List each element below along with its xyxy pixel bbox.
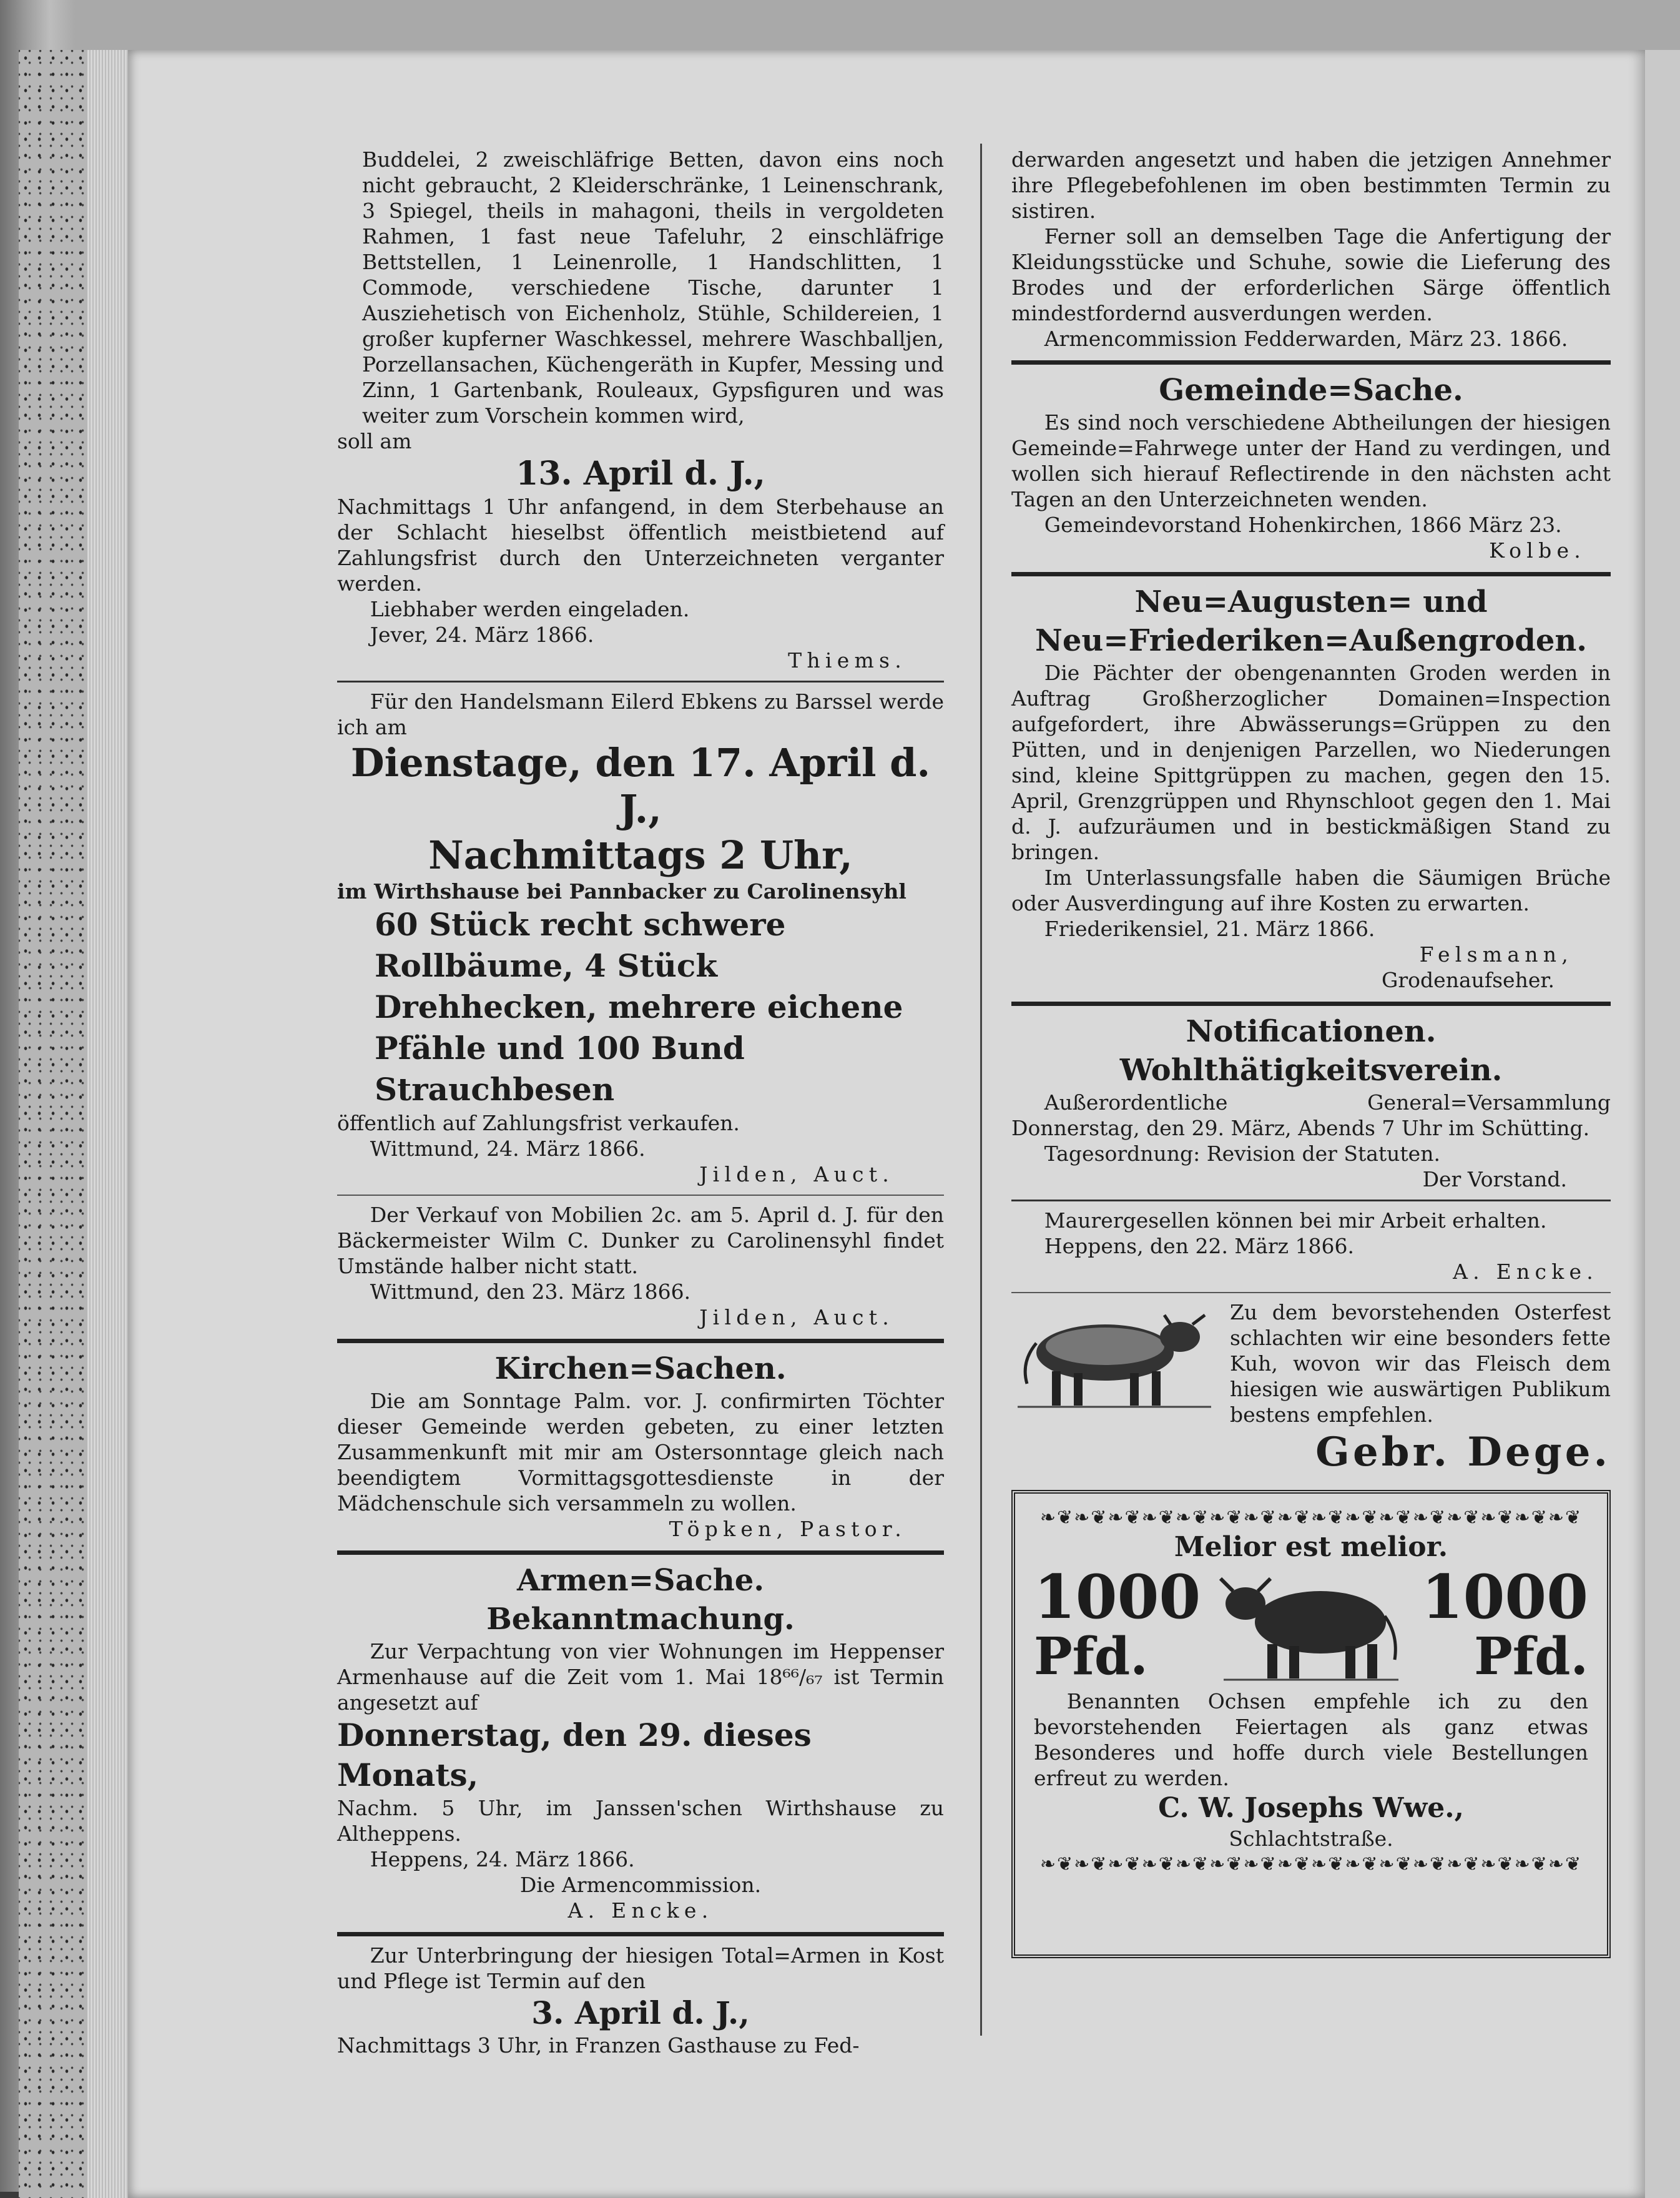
ornament-border-icon: ❧❦❧❦❧❦❧❦❧❦❧❦❧❦❧❦❧❦❧❦❧❦❧❦❧❦❧❦❧❦❧❦ <box>1039 1853 1583 1875</box>
armen-place-date: Heppens, 24. März 1866. <box>370 1847 635 1871</box>
armen-commission: Die Armencommission. <box>519 1873 762 1897</box>
ox-unit-left: Pfd. <box>1034 1627 1148 1687</box>
groden-signature: Felsmann, <box>1419 942 1573 967</box>
auction-invite: Liebhaber werden eingeladen. <box>370 597 690 621</box>
auction-date: 13. April d. J., <box>516 455 765 493</box>
ox-ad-signature: C. W. Josephs Wwe., <box>1158 1792 1464 1824</box>
maurer-notice: Maurergesellen können bei mir Arbeit erhalten. <box>1044 1208 1547 1233</box>
ox-ad-banner <box>1034 1562 1588 1687</box>
ox-ad-motto: Melior est melior. <box>1174 1531 1448 1563</box>
section-heading-gemeinde: Gemeinde=Sache. <box>1159 373 1463 408</box>
cow-illustration-icon <box>1011 1299 1217 1412</box>
sale-date: Dienstage, den 17. April d. J., <box>350 740 931 832</box>
cancel-place-date: Wittmund, den 23. März 1866. <box>370 1279 691 1304</box>
auction-intro: soll am <box>337 429 412 453</box>
ox-advertisement <box>1011 1490 1611 1958</box>
armen-notice: Zur Verpachtung von vier Wohnungen im Heppenser Armenhause auf die Zeit vom 1. Mai 18⁶⁶/₆₇ ist Termin angesetzt auf <box>337 1639 944 1715</box>
section-heading-kirchen: Kirchen=Sachen. <box>494 1351 787 1386</box>
kirchen-signature: Töpken, Pastor. <box>669 1517 906 1541</box>
verein-signature: Der Vorstand. <box>1422 1167 1567 1191</box>
sale-location: im Wirthshause bei Pannbacker zu Carolinensyhl <box>337 879 906 904</box>
cow-ad-text: Zu dem bevorstehenden Osterfest schlachten wir eine besonders fette Kuh, wovon wir das Fleisch dem hiesigen wie auswärtigen Publikum bestens empfehlen. <box>1230 1300 1611 1427</box>
section-divider <box>1011 1002 1611 1006</box>
groden-warning: Im Unterlassungsfalle haben die Säumigen Brüche oder Ausverdingung auf ihre Kosten zu erwarten. <box>1011 865 1611 915</box>
section-heading-armen: Armen=Sache. <box>516 1563 765 1598</box>
gemeinde-signature: Kolbe. <box>1489 538 1586 563</box>
armen-location: Nachm. 5 Uhr, im Janssen'schen Wirthshause zu Altheppens. <box>337 1796 944 1846</box>
auction-signature: Thiems. <box>788 648 906 673</box>
sale-signature: Jilden, Auct. <box>699 1162 894 1186</box>
divider <box>337 681 944 683</box>
section-divider <box>337 1550 944 1555</box>
section-divider <box>337 1339 944 1343</box>
ox-illustration-icon <box>1217 1566 1405 1685</box>
pflege-notice: Zur Unterbringung der hiesigen Total=Armen in Kost und Pflege ist Termin auf den <box>337 1943 944 1993</box>
subheading-wohltaetigkeit: Wohlthätigkeitsverein. <box>1119 1053 1503 1088</box>
pflege-continued: derwarden angesetzt und haben die jetzigen Annehmer ihre Pflegebefohlenen im oben bestimmten Termin zu sistiren. <box>1011 147 1611 223</box>
cancel-signature: Jilden, Auct. <box>699 1305 894 1329</box>
armen-signature: A. Encke. <box>567 1898 714 1923</box>
gemeinde-signature-place: Gemeindevorstand Hohenkirchen, 1866 März 23. <box>1044 513 1562 537</box>
auction-details: Nachmittags 1 Uhr anfangend, in dem Sterbehause an der Schlacht hieselbst öffentlich meistbietend auf Zahlungsfrist durch den Unterzeichneten verganter werden. <box>337 495 944 596</box>
ox-ad-text: Benannten Ochsen empfehle ich zu den bevorstehenden Feiertagen als ganz etwas Besonderes und hoffe durch viele Bestellungen erfreut zu werden. <box>1034 1689 1588 1790</box>
maurer-signature: A. Encke. <box>1453 1259 1598 1284</box>
section-divider <box>1011 360 1611 365</box>
book-edge-speckle <box>19 50 94 2198</box>
section-divider <box>337 1932 944 1936</box>
cow-ad-signature: Gebr. Dege. <box>1315 1429 1611 1476</box>
gemeinde-notice: Es sind noch verschiedene Abtheilungen der hiesigen Gemeinde=Fahrwege unter der Hand zu verdingen, und wollen sich hierauf Reflectirende in den nächsten acht Tagen an den Unterzeichneten wenden. <box>1011 410 1611 511</box>
kirchen-notice: Die am Sonntage Palm. vor. J. confirmirten Töchter dieser Gemeinde werden gebeten, zu einer letzten Zusammenkunft mit mir am Ostersonntage gleich nach beendigtem Vormittagsgottesdienste in der Mädchenschule sich versammeln zu wollen. <box>337 1389 944 1515</box>
auction-item-list: Buddelei, 2 zweischläfrige Betten, davon eins noch nicht gebraucht, 2 Kleiderschränke, 1 Leinenschrank, 3 Spiegel, theils in mahagoni, theils in vergoldeten Rahmen, 1 fast neue Tafeluhr, 2 einschläfrige Bettstellen, 1 Leinenrolle, 1 Handschlitten, 1 Commode, verschiedene Tische, darunter 1 Ausziehetisch von Eichenholz, Stühle, Schildereien, 1 großer kupferner Waschkessel, mehrere Waschballjen, Porzellansachen, Küchengeräth in Kupfer, Messing und Zinn, 1 Gartenbank, Rouleaux, Gypsfiguren und was weiter zum Vorschein kommen wird, <box>362 147 944 428</box>
pflege-date: 3. April d. J., <box>531 1994 750 2031</box>
sale-time: Nachmittags 2 Uhr, <box>428 832 853 878</box>
ox-unit-right: Pfd. <box>1474 1627 1588 1687</box>
groden-notice: Die Pächter der obengenannten Groden werden in Auftrag Großherzoglicher Domainen=Inspection aufgefordert, ihre Abwässerungs=Grüppen zu den Pütten, und in denjenigen Parzellen, wo Niederungen sind, kleine Spittgrüppen zu machen, gegen den 15. April, Grenzgrüppen und Rhynschloot gegen den 1. Mai d. J. aufzuräumen und in bestickmäßigen Stand zu bringen. <box>1011 661 1611 864</box>
facing-page-edge <box>1645 50 1680 2198</box>
pflege-signature: Armencommission Fedderwarden, März 23. 1866. <box>1044 327 1568 351</box>
section-heading-groden: Neu=Augusten= und Neu=Friederiken=Außengroden. <box>1035 584 1587 658</box>
ox-ad-address: Schlachtstraße. <box>1229 1826 1393 1851</box>
subheading-bekanntmachung: Bekanntmachung. <box>486 1602 795 1637</box>
divider <box>1011 1292 1611 1293</box>
verein-agenda: Tagesordnung: Revision der Statuten. <box>1044 1141 1440 1166</box>
groden-title: Grodenaufseher. <box>1382 968 1555 992</box>
sale-intro: Für den Handelsmann Eilerd Ebkens zu Barssel werde ich am <box>337 689 944 739</box>
maurer-place-date: Heppens, den 22. März 1866. <box>1044 1234 1355 1258</box>
right-column <box>1011 147 1611 1958</box>
divider <box>337 1195 944 1196</box>
cow-advertisement <box>1011 1299 1611 1427</box>
sale-goods: 60 Stück recht schwere Rollbäume, 4 Stück Drehhecken, mehrere eichene Pfähle und 100 Bund Strauchbesen <box>375 906 903 1108</box>
sale-place-date: Wittmund, 24. März 1866. <box>370 1136 646 1161</box>
column-divider <box>980 144 982 2036</box>
ornament-border-icon: ❧❦❧❦❧❦❧❦❧❦❧❦❧❦❧❦❧❦❧❦❧❦❧❦❧❦❧❦❧❦❧❦ <box>1039 1507 1583 1529</box>
cancel-notice: Der Verkauf von Mobilien 2c. am 5. April d. J. für den Bäckermeister Wilm C. Dunker zu Carolinensyhl findet Umstände halber nicht statt. <box>337 1203 944 1278</box>
groden-place-date: Friederikensiel, 21. März 1866. <box>1044 917 1375 941</box>
auction-place-date: Jever, 24. März 1866. <box>370 623 594 647</box>
divider <box>1011 1200 1611 1201</box>
sale-terms: öffentlich auf Zahlungsfrist verkaufen. <box>337 1111 740 1135</box>
pflege-time: Nachmittags 3 Uhr, in Franzen Gasthause zu Fed- <box>337 2033 860 2058</box>
pflege-supplies: Ferner soll an demselben Tage die Anfertigung der Kleidungsstücke und Schuhe, sowie die Lieferung des Brodes und der erforderlichen Särge öffentlich mindestfordernd ausverdungen werden. <box>1011 224 1611 325</box>
ox-weight-right: 1000 <box>1421 1562 1588 1632</box>
section-heading-notif: Notificationen. <box>1186 1014 1437 1049</box>
page-stack-edge <box>87 50 131 2198</box>
armen-date: Donnerstag, den 29. dieses Monats, <box>337 1717 812 1793</box>
ox-weight-left: 1000 <box>1034 1562 1201 1632</box>
section-divider <box>1011 572 1611 576</box>
verein-notice: Außerordentliche General=Versammlung Donnerstag, den 29. März, Abends 7 Uhr im Schütting. <box>1011 1090 1611 1140</box>
left-column <box>337 147 944 2058</box>
